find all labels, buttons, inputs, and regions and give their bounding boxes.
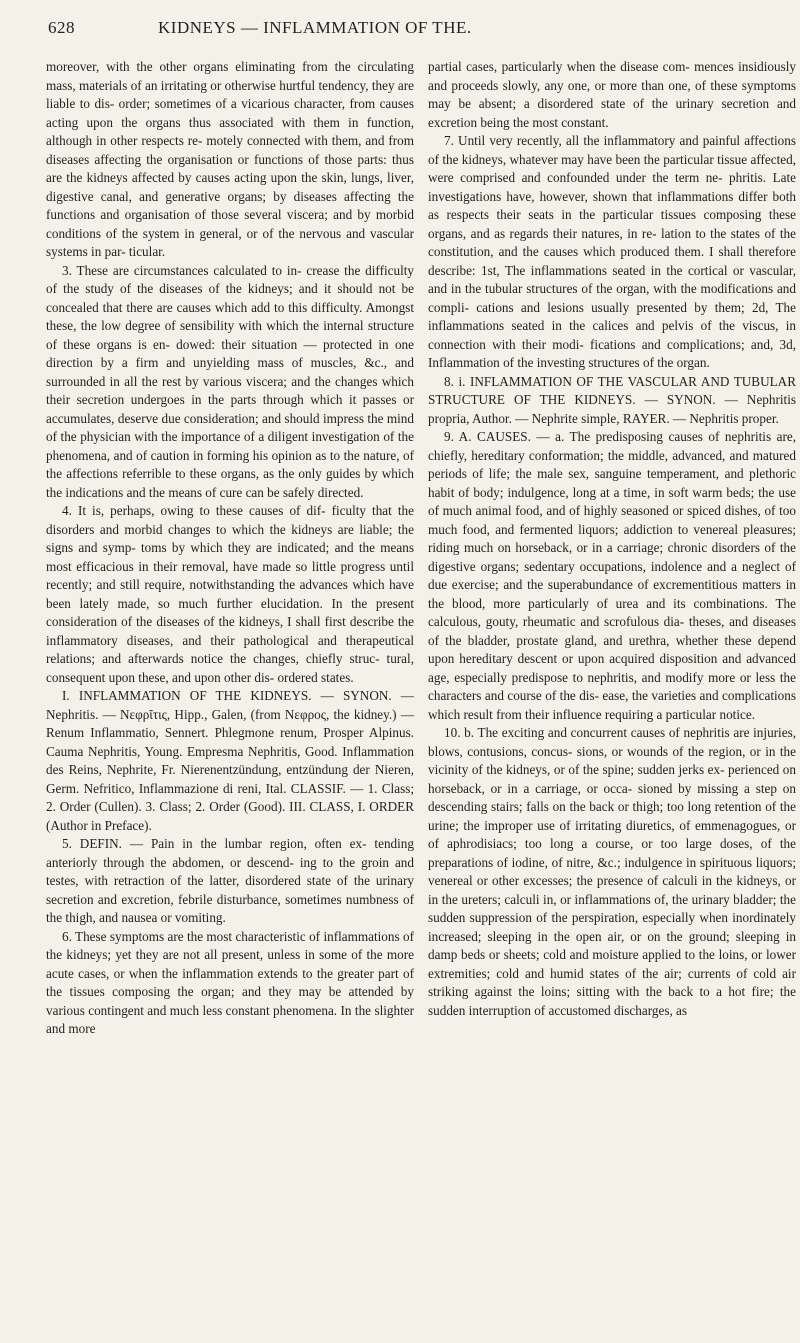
paragraph: 6. These symptoms are the most characteristic of inflammations of the kidneys; yet they are not all present, unless in some of the more acute cases, or when the inflammation extends to the greater part of the tissues composing the organ; and they may be attended by various contingent and much less constant phenomena. In the slighter and more [46,928,414,1036]
paragraph: 10. b. The exciting and concurrent causes of nephritis are injuries, blows, contusions, concus- sions, or wounds of the region, or in the vicinity of the kidneys, or of the spine; sudden jerks ex- perienced on horseback, or in a carriage, or occa- sioned by missing a step on descending stairs; falls on the back or thigh; too long retention of the urine; the improper use of irritating diuretics, of emmenagogues, or of aphrodisiacs; too long a course, or too large doses, of the preparations of iodine, of nitre, &c.; indulgence in spirituous liquors; venereal or other excesses; the presence of calculi in the kidneys, or in the ureters; calculi in, or inflammations of, the urinary bladder; the sudden suppression of the perspiration, especially when inordinately increased; sleeping in the open air, or on the ground; sleeping in damp beds or sheets; cold and moisture applied to the loins, or lower extremities; cold and humid states of the air; currents of cold air striking against the loins; sitting with the back to a hot fire; the sudden interruption of accustomed discharges, as [428,725,796,1018]
paragraph: 4. It is, perhaps, owing to these causes of dif- ficulty that the disorders and morbid changes to which the kidneys are liable; the signs and symp- toms by which they are indicated; and the means most efficacious in their removal, have made so little progress until recently; and still require, notwithstanding the advances which have been lately made, so much further elucidation. In the present consideration of the diseases of the kidneys, I shall first describe the inflammatory diseases, and their pathological and therapeutical relations; and afterwards notice the changes, chiefly struc- tural, consequent upon these, and upon other dis- ordered states. [46,503,414,685]
right-column [428,58,796,1333]
paragraph: partial cases, particularly when the disease com- mences insidiously and proceeds slowly, any one, or more than one, of these symptoms may be absent; a disordered state of the urinary secretion and excretion being the most constant. [428,59,796,130]
section-heading-paragraph: I. INFLAMMATION OF THE KIDNEYS. — SYNON. — Nephritis. — Νεφρῖτις, Hipp., Galen, (from Νεφρος, the kidney.) — Renum Inflammatio, Sennert. Phlegmone renum, Prosper Alpinus. Cauma Nephritis, Young. Empresma Nephritis, Good. Inflammation des Reins, Nephrite, Fr. Nierenentzündung, entzündung der Nieren, Germ. Nefritico, Inflammazione di reni, Ital. CLASSIF. — 1. Class; 2. Order (Cullen). 3. Class; 2. Order (Good). III. CLASS, I. ORDER (Author in Preface). [46,688,414,833]
left-column [46,58,414,1333]
section-heading-paragraph: 8. i. INFLAMMATION OF THE VASCULAR AND TUBULAR STRUCTURE OF THE KIDNEYS. — SYNON. — Nephritis propria, Author. — Nephrite simple, RAYER. — Nephritis proper. [428,373,796,426]
paragraph: 7. Until very recently, all the inflammatory and painful affections of the kidneys, whatever may have been the particular tissue affected, were comprised and confounded under the term ne- phritis. Late investigations have, however, shown that inflammations differ both as respects their seats in the particular tissues composing these organs, and as regards their natures, in re- lation to the states of the constitution, and the causes which produced them. I shall therefore describe: 1st, The inflammations seated in the cortical or vascular, and in the tubular structures of the organ, with the modifications and compli- cations and lesions usually presented by them; 2d, The inflammations seated in the calices and pelvis of the viscus, in connection with their modi- fications and complications; and, 3d, Inflammation of the investing structures of the organ. [428,133,796,370]
paragraph: 3. These are circumstances calculated to in- crease the difficulty of the study of the diseases of the kidneys; and it should not be concealed that there are causes which add to this difficulty. Amongst these, the low degree of sensibility with which the internal structure of these organs is en- dowed: their situation — protected in one direction by a firm and unyielding mass of muscles, &c., and surrounded in all the rest by various viscera; and the changes which their secretion undergoes in the parts through which it passes or accumulates, deserve due consideration; and should impress the mind of the physician with the importance of a diligent investigation of the phenomena, and of caution in forming his opinion as to the nature, of the affections referrible to these organs, as the only guides by which the indications and the means of cure can be safely directed. [46,262,414,500]
paragraph: 5. DEFIN. — Pain in the lumbar region, often ex- tending anteriorly through the abdomen, or descend- ing to the groin and testes, with retraction of the latter, disordered state of the urinary secretion and excretion, febrile disturbance, sometimes numbness of the thigh, and nausea or vomiting. [46,836,414,925]
running-head: KIDNEYS — INFLAMMATION OF THE. [158,18,472,37]
page-header [48,18,782,40]
paragraph: moreover, with the other organs eliminating from the circulating mass, materials of an irritating or otherwise hurtful tendency, they are liable to dis- order; sometimes of a vicarious character, from causes acting upon the organs thus associated with them in function, although in other respects re- motely connected with them, and from diseases affecting the organisation or functions of those parts: thus are the kidneys affected by causes acting upon the skin, lungs, liver, digestive canal, and generative organs; by diseases affecting the functions and organisation of those several viscera; and by morbid conditions of the system in general, or of the nervous and vascular systems in par- ticular. [46,59,414,259]
page-number: 628 [48,18,75,37]
paragraph: 9. A. CAUSES. — a. The predisposing causes of nephritis are, chiefly, hereditary conformation; the middle, advanced, and matured periods of life; the male sex, sanguine temperament, and plethoric habit of body; indulgence, long at a time, in soft warm beds; the use of much animal food, and of highly seasoned or spiced dishes, of too much food, and fermented liquors; addiction to venereal pleasures; riding much on horseback, or in a carriage; chronic disorders of the digestive organs; sedentary occupations, indolence and a neglect of due exercise; and the superabundance of excrementitious matters in the blood, more particularly of urea and its combinations. The calculous, gouty, rheumatic and scrofulous dia- theses, and diseases of the bladder, prostate gland, and urethra, whether these depend upon hereditary descent or upon acquired disposition and advanced age, especially predispose to nephritis, and modify more or less the characters and course of the dis- ease, the varieties and complications which result from their influence requiring a particular notice. [428,429,796,722]
